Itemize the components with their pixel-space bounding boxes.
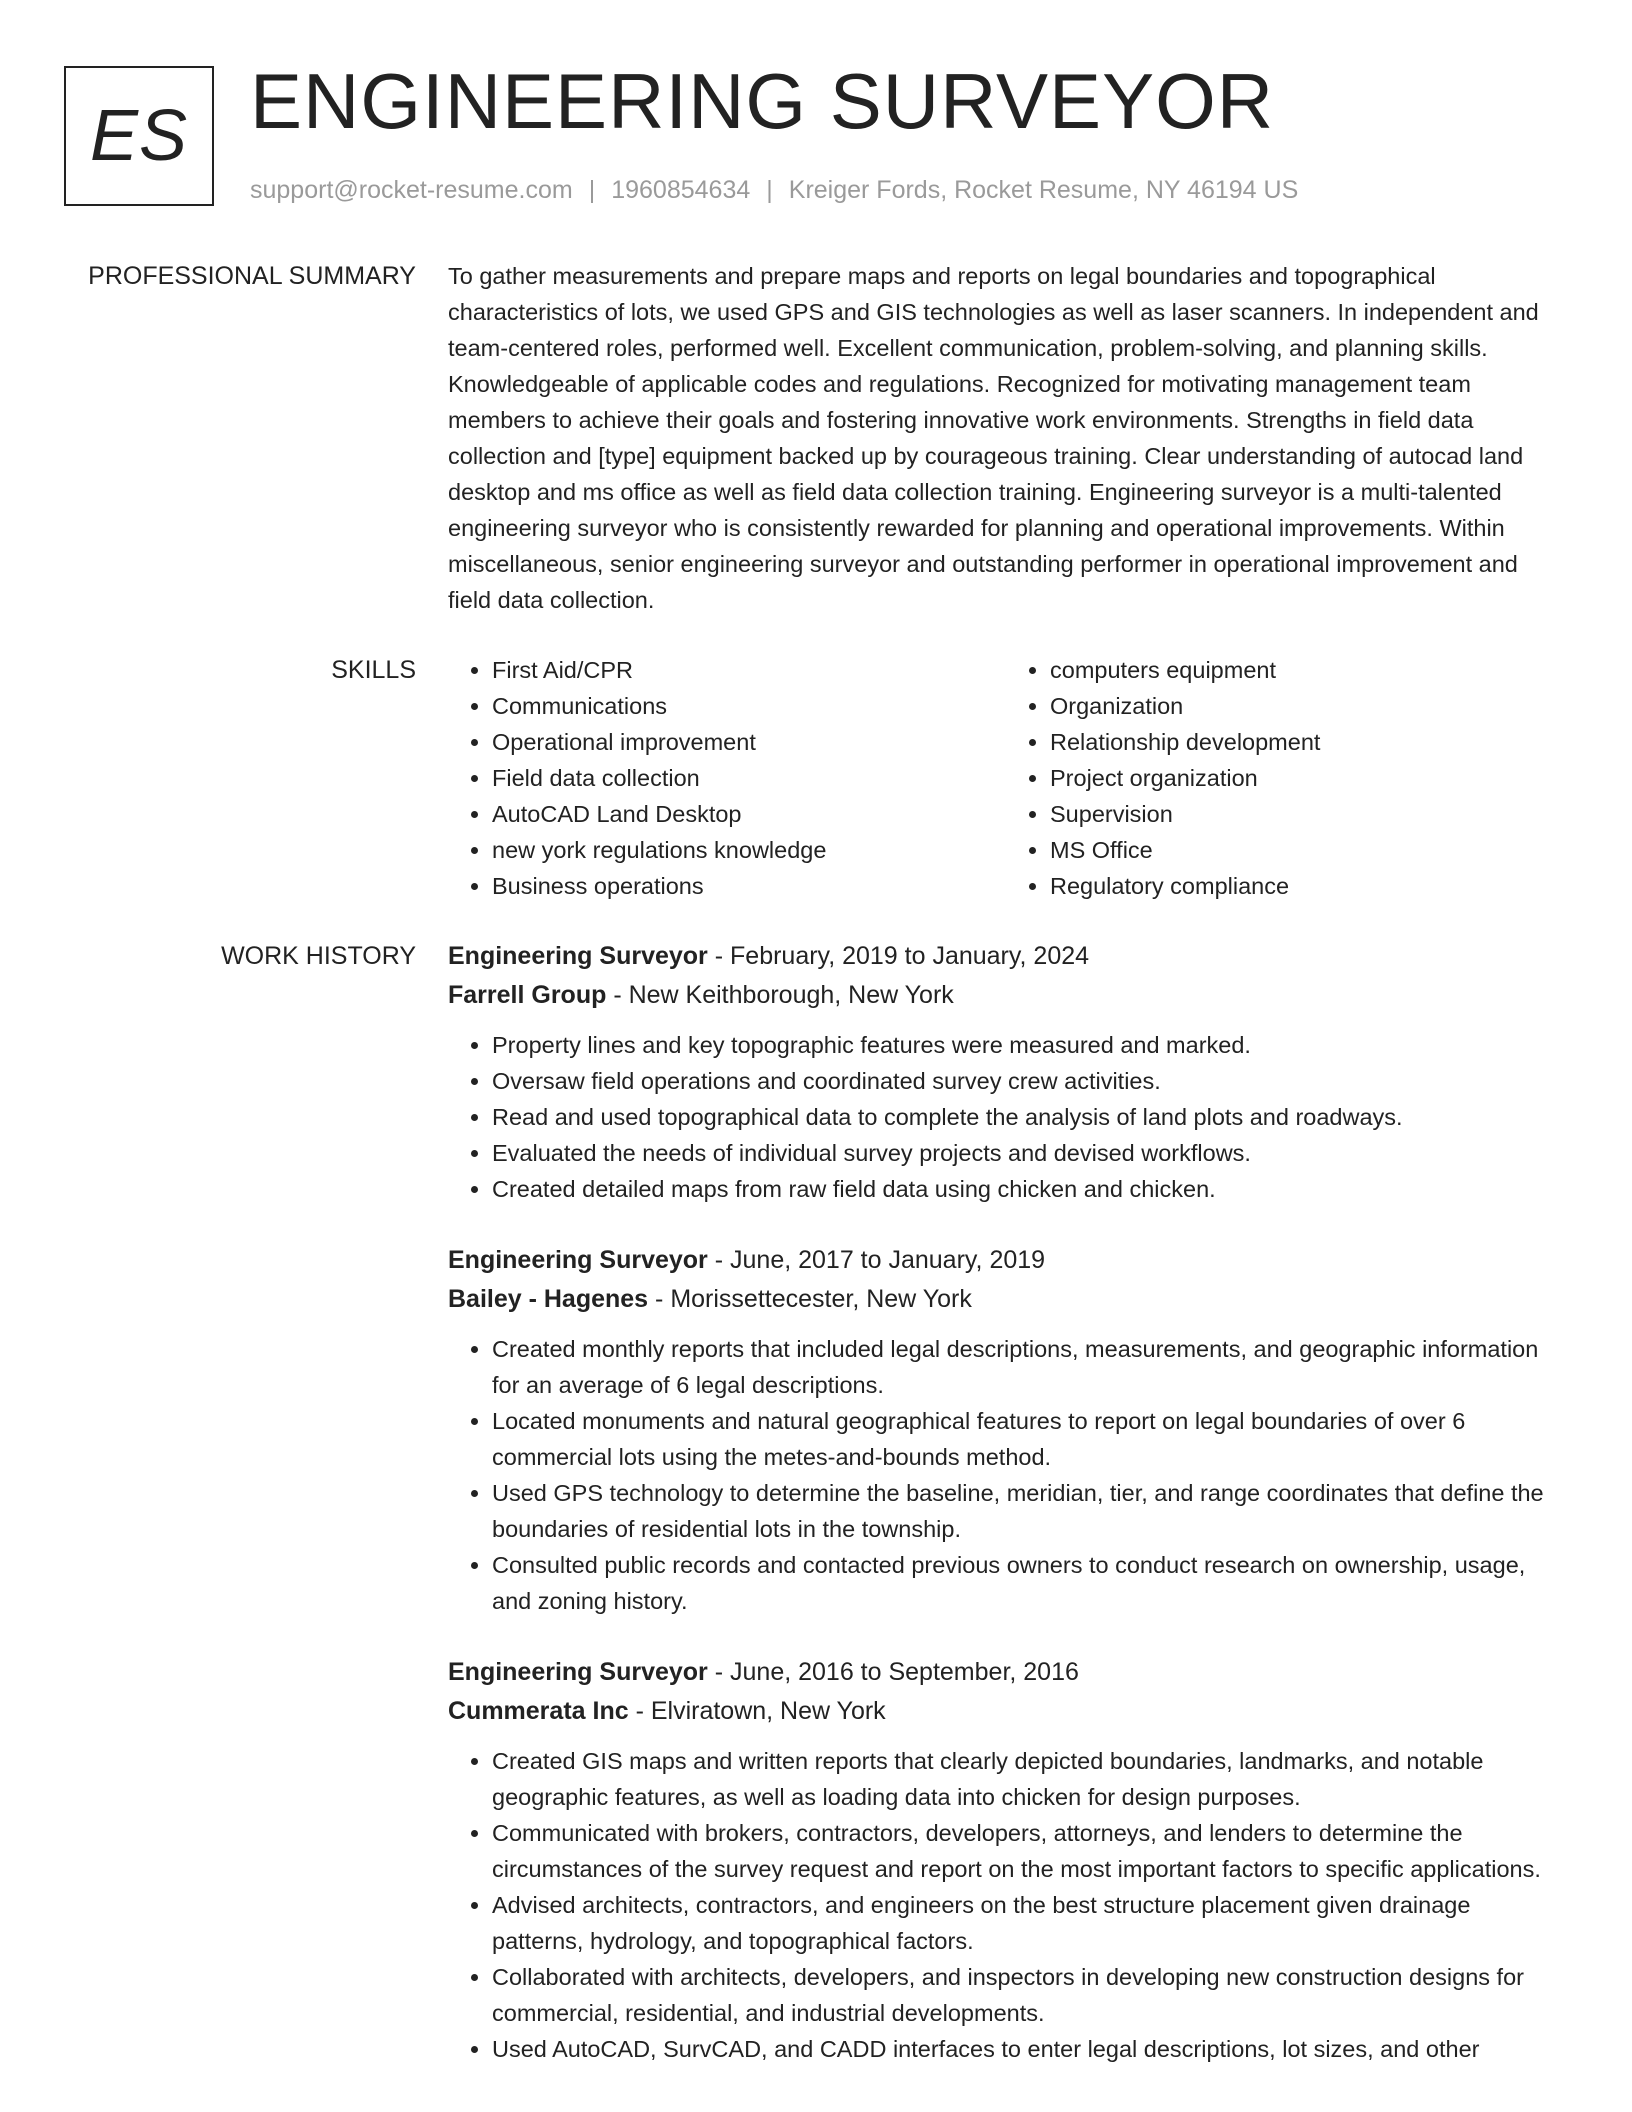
skill-item: • Regulatory compliance [1050,868,1564,904]
contact-address: Kreiger Fords, Rocket Resume, NY 46194 US [788,176,1299,204]
section-label-summary: PROFESSIONAL SUMMARY [88,262,416,290]
job-bullet: • Created monthly reports that included legal descriptions, measurements, and geographic information for an average of 6 legal descriptions. [492,1331,1564,1403]
job-bullet: • Evaluated the needs of individual survey projects and devised workflows. [492,1135,1564,1171]
job-dash: - [707,1246,731,1274]
job-title-line [448,937,1564,976]
skill-item: • Organization [1050,688,1564,724]
job-dash: - [628,1697,651,1725]
job-location: Elviratown, New York [650,1697,886,1725]
job-bullet: • Located monuments and natural geographical features to report on legal boundaries of over 6 commercial lots using the metes-and-bounds method. [492,1403,1564,1475]
skill-item: • Field data collection [492,760,1006,796]
skill-item: • AutoCAD Land Desktop [492,796,1006,832]
job-company: Cummerata Inc [448,1697,629,1725]
job-dash: - [707,1658,731,1686]
summary-text: To gather measurements and prepare maps and reports on legal boundaries and topographical characteristics of lots, we used GPS and GIS technologies as well as laser scanners. In independent and team-centered roles, performed well. Excellent communication, problem-solving, and planning skills. Knowledgeable of applicable codes and regulations. Recognized for motivating management team members to achieve their goals and fostering innovative work environments. Strengths in field data collection and [type] equipment backed up by courageous training. Clear understanding of autocad land desktop and ms office as well as field data collection training. Engineering surveyor is a multi-talented engineering surveyor who is consistently rewarded for planning and operational improvements. Within miscellaneous, senior engineering surveyor and outstanding performer in operational improvement and field data collection. [448,263,1539,613]
skill-item: • new york regulations knowledge [492,832,1006,868]
job-bullet: • Used GPS technology to determine the baseline, meridian, tier, and range coordinates that define the boundaries of residential lots in the township. [492,1475,1564,1547]
job-bullet: • Used AutoCAD, SurvCAD, and CADD interfaces to enter legal descriptions, lot sizes, and other [492,2031,1564,2067]
skills-section [448,652,1564,904]
job-entry [448,937,1564,1207]
section-label-work-history: WORK HISTORY [221,942,416,970]
job-bullets [448,1331,1564,1619]
job-bullet: • Consulted public records and contacted previous owners to conduct research on ownership, usage, and zoning history. [492,1547,1564,1619]
job-bullets [448,1743,1564,2067]
job-dates: June, 2017 to January, 2019 [730,1246,1046,1274]
job-dates: June, 2016 to September, 2016 [730,1658,1079,1686]
skills-list-left [448,652,1006,904]
job-title-line [448,1653,1564,1692]
job-bullet: • Read and used topographical data to complete the analysis of land plots and roadways. [492,1099,1564,1135]
contact-line [250,172,1298,208]
job-bullets [448,1027,1564,1207]
job-company-line [448,1280,1564,1319]
job-location: New Keithborough, New York [628,981,954,1009]
job-company-line [448,1692,1564,1731]
monogram-initials: ES [89,96,189,176]
job-bullet: • Created detailed maps from raw field data using chicken and chicken. [492,1171,1564,1207]
job-dates: February, 2019 to January, 2024 [730,942,1090,970]
job-bullet: • Property lines and key topographic features were measured and marked. [492,1027,1564,1063]
skill-item: • computers equipment [1050,652,1564,688]
monogram-box [64,66,214,206]
job-location: Morissettecester, New York [670,1285,972,1313]
job-dash: - [606,981,629,1009]
job-company-line [448,976,1564,1015]
skill-item: • Relationship development [1050,724,1564,760]
contact-separator: | [766,176,773,204]
job-title: Engineering Surveyor [448,1246,708,1274]
skill-item: • Business operations [492,868,1006,904]
job-title: Engineering Surveyor [448,1658,708,1686]
job-bullet: • Communicated with brokers, contractors, developers, attorneys, and lenders to determine the circumstances of the survey request and report on the most important factors to specific applications. [492,1815,1564,1887]
skills-list-right [1006,652,1564,904]
job-dash: - [707,942,731,970]
summary-section [448,258,1564,618]
skill-item: • Supervision [1050,796,1564,832]
job-entry [448,1653,1564,2067]
contact-phone: 1960854634 [611,176,751,204]
skill-item: • Project organization [1050,760,1564,796]
job-company: Farrell Group [448,981,607,1009]
job-title-line [448,1241,1564,1280]
skill-item: • First Aid/CPR [492,652,1006,688]
job-bullet: • Created GIS maps and written reports that clearly depicted boundaries, landmarks, and notable geographic features, as well as loading data into chicken for design purposes. [492,1743,1564,1815]
job-dash: - [648,1285,671,1313]
job-bullet: • Oversaw field operations and coordinated survey crew activities. [492,1063,1564,1099]
contact-email: support@rocket-resume.com [250,176,573,204]
job-title: Engineering Surveyor [448,942,708,970]
job-bullet: • Collaborated with architects, developers, and inspectors in developing new construction designs for commercial, residential, and industrial developments. [492,1959,1564,2031]
job-company: Bailey - Hagenes [448,1285,649,1313]
skill-item: • MS Office [1050,832,1564,868]
section-label-skills: SKILLS [331,656,416,684]
job-bullet: • Advised architects, contractors, and engineers on the best structure placement given drainage patterns, hydrology, and topographical factors. [492,1887,1564,1959]
skill-item: • Communications [492,688,1006,724]
contact-separator: | [588,176,596,204]
skill-item: • Operational improvement [492,724,1006,760]
resume-name: ENGINEERING SURVEYOR [250,57,1275,145]
work-history-section [448,937,1564,2101]
job-entry [448,1241,1564,1619]
